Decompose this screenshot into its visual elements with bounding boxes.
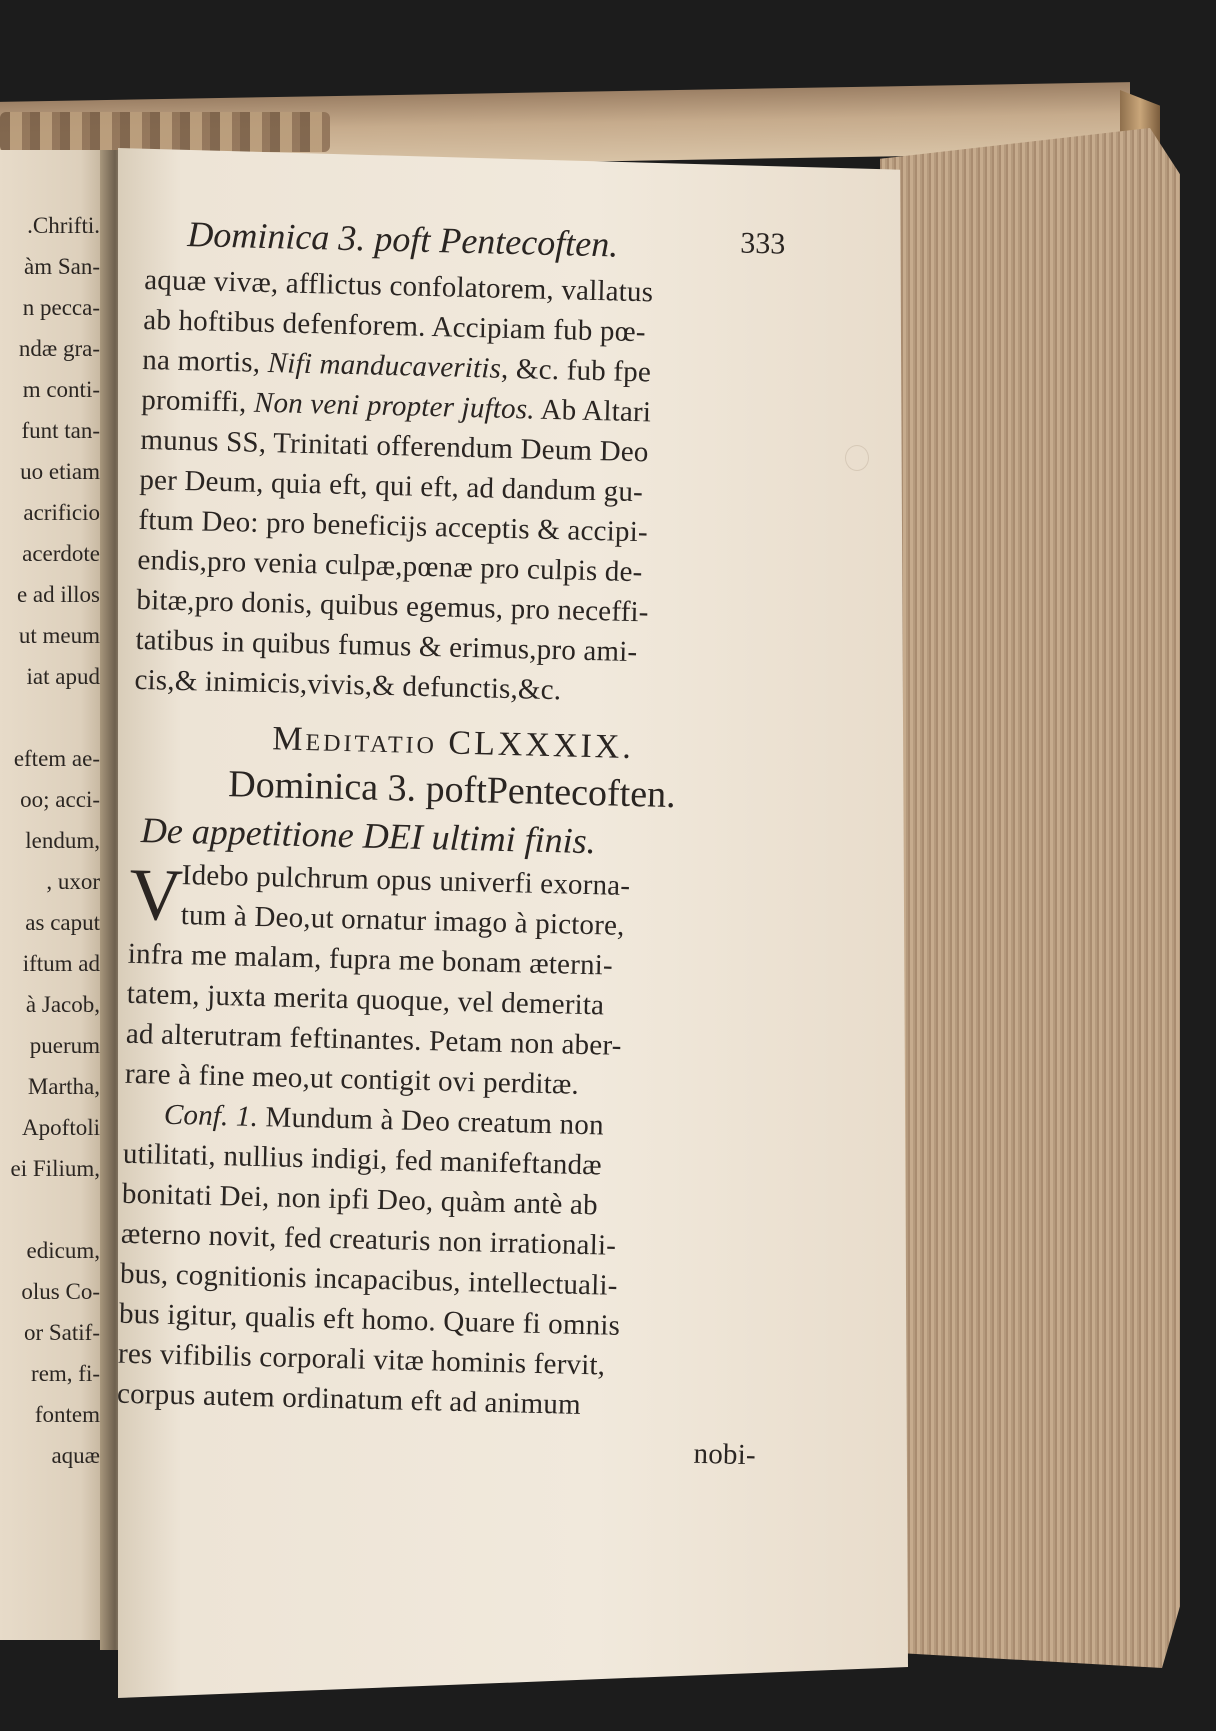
text-line: corpus autem ordinatum eft ad animum xyxy=(116,1377,582,1421)
left-page-line: puerum xyxy=(29,1033,100,1058)
text-line: munus SS, Trinitati offerendum Deum Deo xyxy=(140,423,649,469)
topic-heading: De appetitione DEI ultimi finis. xyxy=(140,810,597,862)
left-page-line: e ad illos xyxy=(16,582,100,607)
paragraph-3 xyxy=(117,1094,765,1430)
left-page-line: olus Co- xyxy=(21,1279,100,1304)
text-line: ftum Deo: pro beneficijs acceptis & accipi- xyxy=(138,503,649,549)
text-line: endis,pro venia culpæ,pœnæ pro culpis de- xyxy=(137,543,643,589)
left-page-line: m conti- xyxy=(22,377,100,402)
text-line: æterno novit, fed creaturis non irrationali- xyxy=(120,1217,617,1262)
left-page-line: ei Filium, xyxy=(10,1156,100,1181)
text-line: bus, cognitionis incapacibus, intellectuali- xyxy=(119,1257,618,1302)
text-segment: Ab Altari xyxy=(534,393,652,429)
text-line: ab hoftibus defenforem. Accipiam fub pœ- xyxy=(142,303,647,349)
text-segment: promiffi, xyxy=(141,383,255,419)
left-page-line: ut meum xyxy=(18,623,100,648)
left-page-line: oo; acci- xyxy=(20,787,100,812)
paragraph-2 xyxy=(124,854,770,1110)
left-page-line: .Chrifti. xyxy=(27,213,100,238)
text-line: utilitati, nullius indigi, fed manifeftandæ xyxy=(122,1137,603,1182)
left-page-line: rem, fi- xyxy=(31,1361,100,1386)
text-line: ad alterutram feftinantes. Petam non aber- xyxy=(125,1017,622,1062)
headband xyxy=(0,112,330,152)
text-segment: na mortis, xyxy=(141,343,269,380)
text-line: cis,& inimicis,vivis,& defunctis,&c. xyxy=(134,663,562,707)
text-line: aquæ vivæ, afflictus confolatorem, vallatus xyxy=(143,263,654,309)
page-block-edges xyxy=(880,128,1180,1668)
italic-quote: Nifi manducaveritis xyxy=(267,347,502,385)
left-page-line: funt tan- xyxy=(21,418,100,443)
left-page-line: n pecca- xyxy=(22,295,100,320)
left-page-line: àm San- xyxy=(23,254,100,279)
left-page-line xyxy=(0,697,100,738)
left-page-line: iftum ad xyxy=(22,951,100,976)
left-page-line: as caput xyxy=(25,910,100,935)
drop-cap: V xyxy=(128,853,184,938)
sunday-title: Dominica 3. poftPentecoften. xyxy=(227,763,677,817)
text-line: per Deum, quia eft, qui eft, ad dandum gu- xyxy=(139,463,644,509)
text-segment: , &c. fub fpe xyxy=(500,352,652,389)
text-line: res vifibilis corporali vitæ hominis fervit, xyxy=(117,1337,606,1382)
text-line: bus igitur, qualis eft homo. Quare fi omnis xyxy=(118,1297,621,1342)
paper-stain xyxy=(845,445,869,471)
left-page-line: uo etiam xyxy=(20,459,100,484)
text-segment: Mundum à Deo creatum non xyxy=(265,1101,605,1142)
left-page-line: à Jacob, xyxy=(25,992,100,1017)
text-line: rare à fine meo,ut contigit ovi perditæ. xyxy=(124,1057,580,1101)
right-page-text xyxy=(116,212,786,1475)
left-page-line: Apoftoli xyxy=(22,1115,100,1140)
catchword: nobi- xyxy=(693,1437,757,1472)
left-page-line: iat apud xyxy=(26,664,100,689)
text-line: tum à Deo,ut ornatur imago à pictore, xyxy=(180,899,625,942)
left-page-line: fontem xyxy=(34,1402,100,1427)
left-page-line: acrificio xyxy=(23,500,100,525)
left-page-line: ndæ gra- xyxy=(18,336,100,361)
left-page-line: lendum, xyxy=(25,828,100,853)
italic-quote: Non veni propter juftos. xyxy=(253,386,536,426)
text-line: Idebo pulchrum opus univerfi exorna- xyxy=(181,859,631,903)
running-head-title: Dominica 3. poft Pentecoften. xyxy=(186,214,619,265)
left-page-line: or Satif- xyxy=(23,1320,100,1345)
left-page-line: , uxor xyxy=(46,869,100,894)
text-line: bitæ,pro donis, quibus egemus, pro neceffi- xyxy=(136,583,650,629)
left-page-line: edicum, xyxy=(26,1238,100,1263)
text-line: tatem, juxta merita quoque, vel demerita xyxy=(126,977,605,1022)
left-page-line: eftem ae- xyxy=(13,746,100,771)
text-line: tatibus in quibus fumus & erimus,pro ami- xyxy=(135,623,638,669)
consideration-label: Conf. 1. xyxy=(163,1098,267,1134)
page-number: 333 xyxy=(740,226,786,261)
left-page-text xyxy=(0,205,100,1476)
meditation-title: Meditatio CLXXXIX. xyxy=(271,720,635,767)
text-line: infra me malam, fupra me bonam æterni- xyxy=(127,937,614,982)
paragraph-1 xyxy=(134,260,785,716)
left-page-line: Martha, xyxy=(27,1074,100,1099)
left-page-line: acerdote xyxy=(22,541,100,566)
left-page-line: aquæ xyxy=(51,1443,100,1468)
text-line: bonitati Dei, non ipfi Deo, quàm antè ab xyxy=(121,1177,599,1222)
left-page-line xyxy=(0,1189,100,1230)
